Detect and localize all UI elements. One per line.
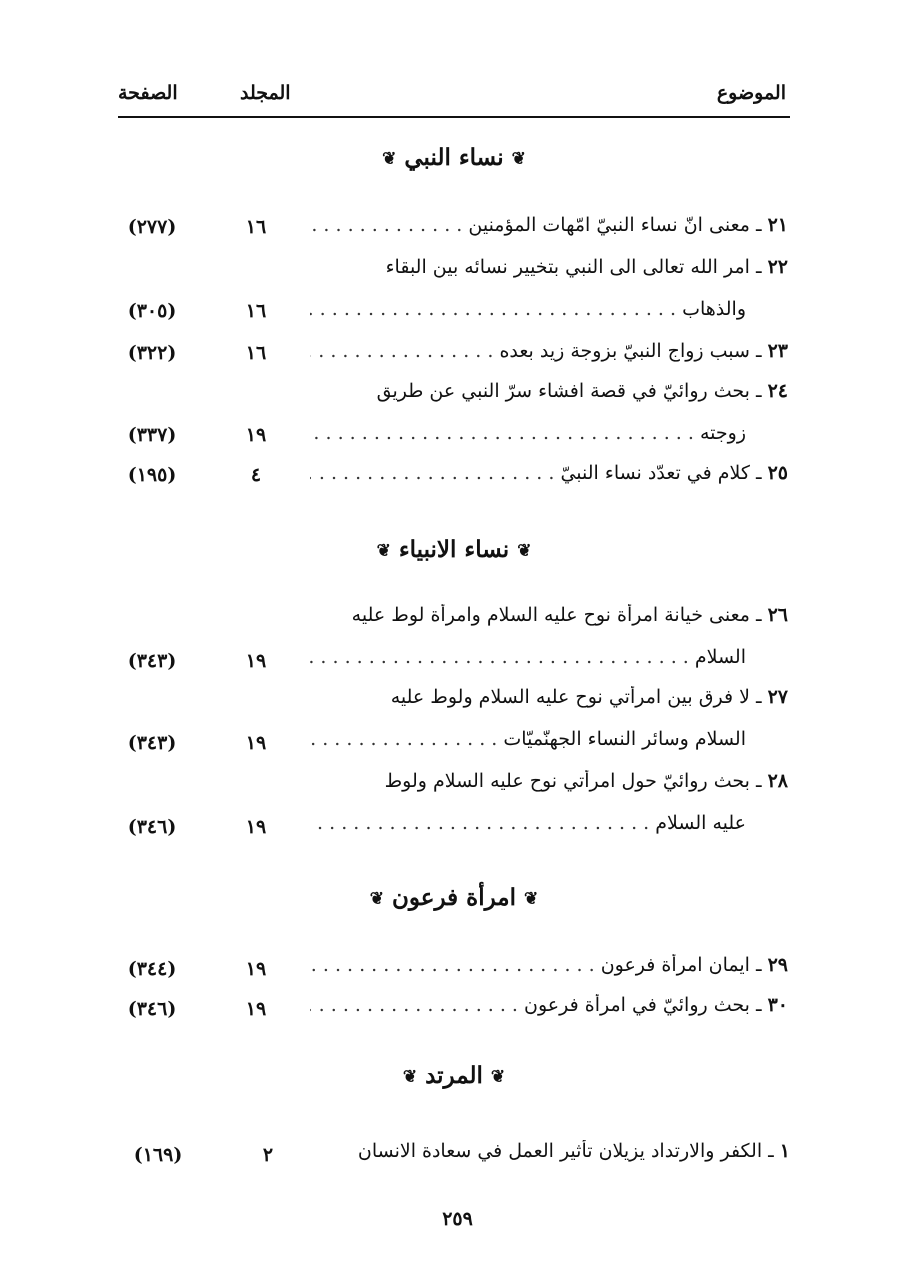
entry-text: ـ بحث روائيّ حول امرأتي نوح عليه السلام ولوط	[384, 770, 762, 792]
toc-entry[interactable]	[310, 770, 788, 804]
toc-entry-continuation	[310, 812, 788, 846]
section-title-text: نساء النبي	[404, 144, 504, 171]
header-page: الصفحة	[118, 82, 178, 104]
entry-number: ١	[779, 1140, 790, 1162]
entry-volume: ١٦	[245, 216, 267, 238]
entry-volume: ١٩	[245, 816, 267, 838]
ornament-icon: ❦	[524, 889, 539, 909]
toc-entry[interactable]	[310, 214, 788, 248]
toc-entry-continuation	[310, 728, 788, 762]
entry-text: ـ معنى انّ نساء النبيّ امّهات المؤمنين	[468, 214, 762, 236]
page-number: ٢٥٩	[442, 1208, 473, 1230]
entry-volume: ١٩	[245, 732, 267, 754]
entry-text: ـ معنى خيانة امرأة نوح عليه السلام وامرأة لوط عليه	[351, 604, 762, 626]
toc-entry[interactable]	[310, 604, 788, 638]
entry-page: (٣٤٣)	[127, 650, 177, 672]
section-title-prophets-wives	[118, 536, 790, 563]
entry-text: ـ امر الله تعالى الى النبي بتخيير نسائه بين البقاء	[385, 256, 762, 278]
toc-entry[interactable]	[310, 994, 788, 1028]
toc-entry[interactable]	[310, 340, 788, 374]
header-volume: المجلد	[240, 82, 291, 104]
entry-page: (٣٤٣)	[127, 732, 177, 754]
ornament-icon: ❦	[382, 149, 397, 169]
ornament-icon: ❦	[517, 541, 532, 561]
entry-page: (٣٤٤)	[127, 958, 177, 980]
entry-text: ـ كلام في تعدّد نساء النبيّ	[560, 462, 762, 484]
entry-number: ٢٦	[767, 604, 788, 626]
entry-text: عليه السلام	[655, 812, 746, 834]
entry-number: ٢١	[767, 214, 788, 236]
toc-entry[interactable]	[310, 686, 788, 720]
entry-page: (٣٣٧)	[127, 424, 177, 446]
section-title-text: امرأة فرعون	[391, 884, 517, 911]
entry-volume: ١٦	[245, 300, 267, 322]
entry-volume: ١٩	[245, 424, 267, 446]
entry-text: السلام	[694, 646, 746, 668]
entry-volume: ١٩	[245, 958, 267, 980]
entry-text: ـ سبب زواج النبيّ بزوجة زيد بعده	[499, 340, 762, 362]
section-title-pharaoh-wife	[118, 884, 790, 911]
entry-text: ـ ايمان امرأة فرعون	[600, 954, 762, 976]
entry-number: ٣٠	[767, 994, 788, 1016]
entry-page: (١٦٩)	[133, 1144, 183, 1166]
entry-text: زوجته	[699, 422, 746, 444]
entry-number: ٢٣	[767, 340, 788, 362]
entry-volume: ١٩	[245, 998, 267, 1020]
entry-page: (٣٠٥)	[127, 300, 177, 322]
entry-volume: ١٩	[245, 650, 267, 672]
ornament-icon: ❦	[511, 149, 526, 169]
entry-page: (٣٤٦)	[127, 816, 177, 838]
entry-number: ٢٨	[767, 770, 788, 792]
toc-entry[interactable]	[310, 256, 788, 290]
section-title-text: نساء الانبياء	[398, 536, 510, 563]
section-title-text: المرتد	[425, 1062, 483, 1089]
toc-entry-continuation	[310, 422, 788, 456]
entry-volume: ٢	[262, 1144, 274, 1166]
entry-volume: ١٦	[245, 342, 267, 364]
entry-page: (٢٧٧)	[127, 216, 177, 238]
entry-text: ـ بحث روائيّ في امرأة فرعون	[524, 994, 762, 1016]
toc-entry[interactable]	[330, 1140, 790, 1174]
header-topic: الموضوع	[716, 82, 786, 104]
section-title-apostate	[118, 1062, 790, 1089]
toc-entry-continuation	[310, 298, 788, 332]
section-title-prophet-wives	[118, 144, 790, 171]
entry-number: ٢٤	[767, 380, 788, 402]
entry-number: ٢٩	[767, 954, 788, 976]
ornament-icon: ❦	[402, 1067, 418, 1087]
entry-text: ـ بحث روائيّ في قصة افشاء سرّ النبي عن طريق	[376, 380, 762, 402]
table-header	[118, 82, 790, 116]
toc-entry[interactable]	[310, 380, 788, 414]
ornament-icon: ❦	[369, 889, 384, 909]
entry-number: ٢٧	[767, 686, 788, 708]
entry-text: والذهاب	[682, 298, 746, 320]
ornament-icon: ❦	[376, 541, 391, 561]
entry-page: (٣٢٢)	[127, 342, 177, 364]
entry-number: ٢٢	[767, 256, 788, 278]
header-divider	[118, 116, 790, 118]
entry-number: ٢٥	[767, 462, 788, 484]
toc-entry[interactable]	[310, 462, 788, 496]
toc-entry-continuation	[310, 646, 788, 680]
entry-text: ـ الكفر والارتداد يزيلان تأثير العمل في سعادة الانسان	[357, 1140, 774, 1162]
entry-page: (١٩٥)	[127, 464, 177, 486]
entry-volume: ٤	[250, 464, 262, 486]
toc-entry[interactable]	[310, 954, 788, 988]
entry-text: السلام وسائر النساء الجهنّميّات	[503, 728, 746, 750]
ornament-icon: ❦	[490, 1067, 506, 1087]
entry-page: (٣٤٦)	[127, 998, 177, 1020]
entry-text: ـ لا فرق بين امرأتي نوح عليه السلام ولوط عليه	[390, 686, 762, 708]
